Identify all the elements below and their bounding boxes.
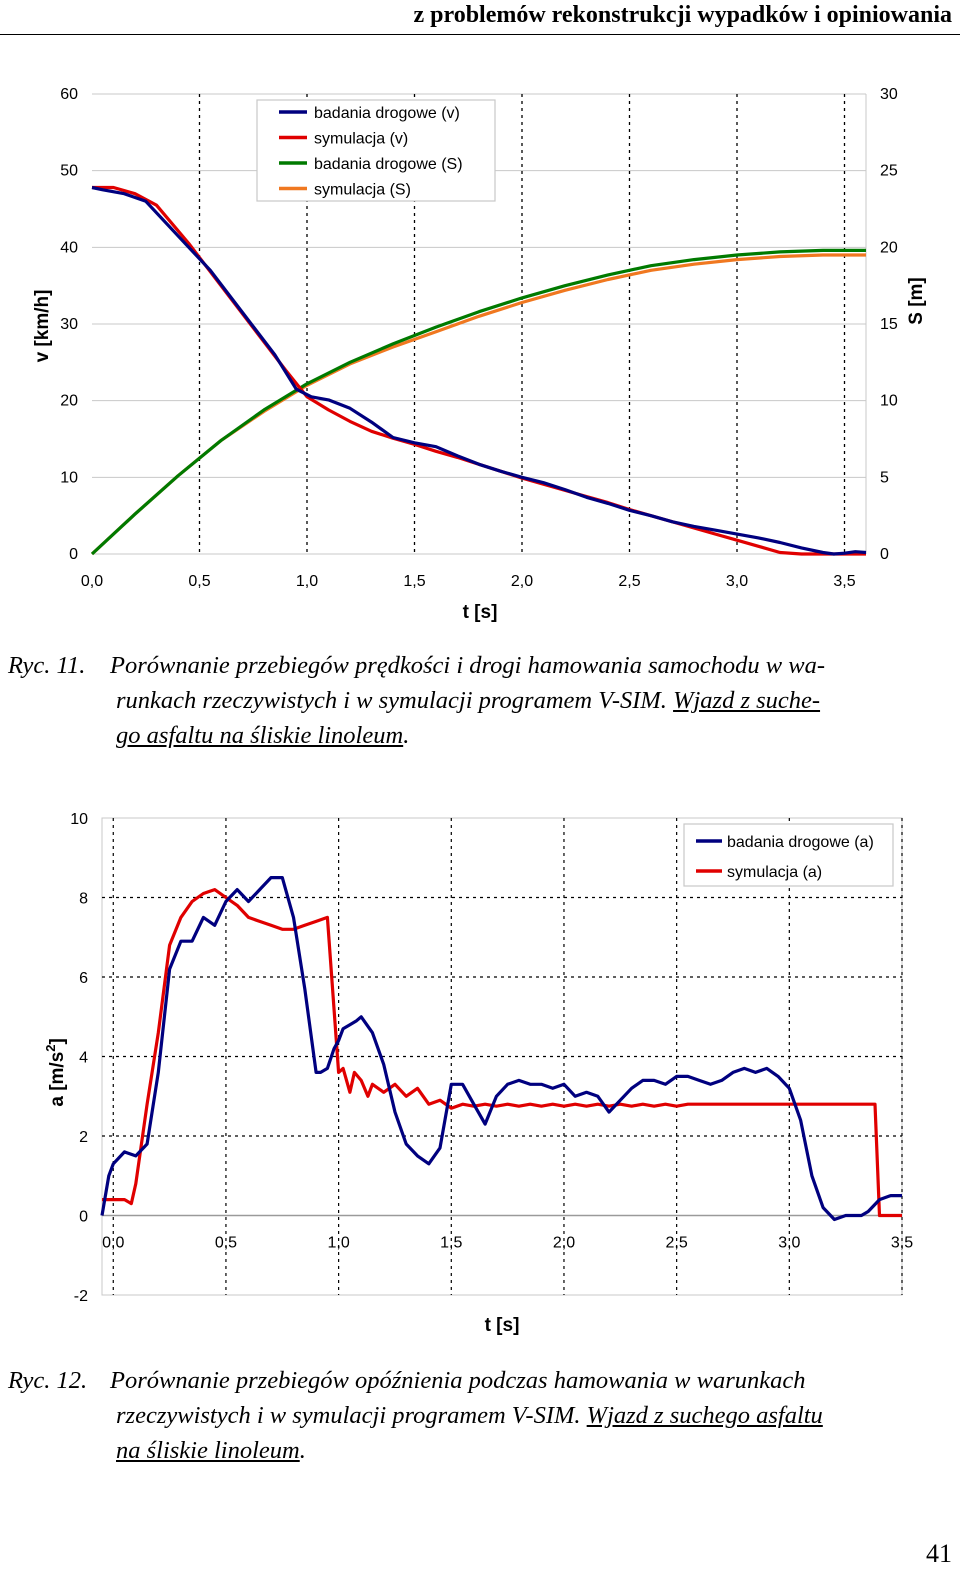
y-tick-label: -2 bbox=[73, 1288, 88, 1305]
legend-label-1: symulacja (a) bbox=[727, 864, 823, 881]
x-axis-label: t [s] bbox=[462, 602, 498, 623]
figure2-caption-line2 bbox=[8, 1398, 952, 1433]
figure2-caption-line1 bbox=[8, 1363, 952, 1398]
series-line-1 bbox=[102, 890, 902, 1216]
y-tick-label: 40 bbox=[60, 239, 78, 257]
series-line-1 bbox=[92, 188, 866, 555]
y-tick-label: 50 bbox=[60, 162, 78, 180]
x-tick-label: 0,5 bbox=[188, 573, 211, 590]
x-axis-label: t [s] bbox=[484, 1315, 520, 1336]
figure1-caption-text3-tail: . bbox=[403, 722, 410, 749]
legend-label-3: symulacja (S) bbox=[314, 181, 411, 199]
y-tick-label: 0 bbox=[79, 1208, 88, 1226]
figure1-caption-label: Ryc. 11. bbox=[8, 652, 86, 679]
legend-label-0: badania drogowe (a) bbox=[727, 834, 874, 851]
y-tick-label: 6 bbox=[79, 970, 88, 987]
figure2-caption-text2-underlined: Wjazd z suchego asfaltu bbox=[586, 1402, 823, 1429]
figure1-caption-line1 bbox=[8, 648, 952, 683]
figure1-caption-line3 bbox=[8, 718, 952, 753]
y2-tick-label: 25 bbox=[880, 162, 898, 180]
figure2-caption-text1: Porównanie przebiegów opóźnienia podczas hamowania w warunkach bbox=[110, 1367, 806, 1394]
y-tick-label: 60 bbox=[60, 86, 78, 103]
figure1-caption-text1: Porównanie przebiegów prędkości i drogi hamowania samochodu w wa- bbox=[110, 652, 826, 679]
figure2-caption bbox=[8, 1363, 952, 1468]
y-tick-label: 10 bbox=[60, 469, 78, 487]
x-tick-label: 1,5 bbox=[440, 1234, 463, 1252]
x-tick-label: 0,5 bbox=[214, 1234, 238, 1252]
y-tick-label: 0 bbox=[69, 546, 78, 563]
y-tick-label: 8 bbox=[79, 890, 88, 908]
y2-tick-label: 30 bbox=[880, 86, 898, 103]
figure1-caption-text2-underlined: Wjazd z suche- bbox=[673, 687, 821, 714]
x-tick-label: 1,0 bbox=[327, 1234, 350, 1252]
y-tick-label: 30 bbox=[60, 316, 78, 333]
x-tick-label: 0,0 bbox=[80, 573, 104, 590]
series-line-3 bbox=[92, 255, 866, 554]
legend bbox=[257, 100, 495, 201]
series-line-2 bbox=[92, 250, 866, 554]
series-line-0 bbox=[92, 188, 866, 555]
y-tick-label: 20 bbox=[60, 392, 78, 410]
x-tick-label: 1,0 bbox=[295, 573, 319, 590]
x-tick-label: 2,0 bbox=[552, 1234, 576, 1252]
legend-label-1: symulacja (v) bbox=[314, 130, 409, 148]
legend bbox=[684, 824, 893, 886]
y-tick-label: 10 bbox=[70, 811, 88, 828]
x-tick-label: 3,0 bbox=[778, 1234, 801, 1252]
y-tick-label: 2 bbox=[79, 1129, 88, 1146]
chart-deceleration bbox=[0, 790, 960, 1350]
chart-velocity-distance bbox=[0, 70, 960, 630]
legend-label-0: badania drogowe (v) bbox=[314, 105, 460, 122]
x-tick-label: 2,0 bbox=[510, 573, 534, 590]
y2-tick-label: 5 bbox=[880, 469, 889, 487]
y2-tick-label: 20 bbox=[880, 239, 898, 257]
figure1-caption bbox=[8, 648, 952, 753]
series-line-0 bbox=[102, 878, 902, 1220]
figure1-caption-text2: runkach rzeczywistych i w symulacji programem V-SIM. bbox=[116, 687, 674, 714]
figure2-caption-label: Ryc. 12. bbox=[8, 1367, 88, 1394]
page-header bbox=[0, 0, 960, 35]
legend-label-2: badania drogowe (S) bbox=[314, 156, 463, 173]
y-axis-label: v [km/h] bbox=[32, 289, 53, 363]
figure2-caption-text2: rzeczywistych i w symulacji programem V-SIM. bbox=[116, 1402, 587, 1429]
x-tick-label: 1,5 bbox=[403, 573, 426, 590]
x-tick-label: 2,5 bbox=[665, 1234, 688, 1252]
figure1-caption-text3-underlined: go asfaltu na śliskie linoleum bbox=[116, 722, 404, 749]
y2-tick-label: 15 bbox=[880, 316, 898, 333]
x-tick-label: 3,5 bbox=[833, 573, 856, 590]
x-tick-label: 2,5 bbox=[618, 573, 641, 590]
figure2-caption-text3-tail: . bbox=[299, 1437, 306, 1464]
y-tick-label: 4 bbox=[79, 1049, 88, 1067]
x-tick-label: 3,5 bbox=[890, 1234, 914, 1252]
y-axis-label: a $[m/s^2]$ bbox=[43, 1038, 68, 1107]
header-title: z problemów rekonstrukcji wypadków i opiniowania bbox=[413, 2, 952, 28]
y2-tick-label: 10 bbox=[880, 392, 898, 410]
x-tick-label: 3,0 bbox=[725, 573, 749, 590]
figure1-caption-line2 bbox=[8, 683, 952, 718]
y2-tick-label: 0 bbox=[880, 546, 889, 563]
x-tick-label: 0,0 bbox=[102, 1234, 125, 1252]
figure2-caption-text3-underlined: na śliskie linoleum bbox=[116, 1437, 300, 1464]
y2-axis-label: S [m] bbox=[906, 277, 927, 325]
figure2-caption-line3 bbox=[8, 1433, 952, 1468]
page-number: 41 bbox=[926, 1539, 952, 1568]
